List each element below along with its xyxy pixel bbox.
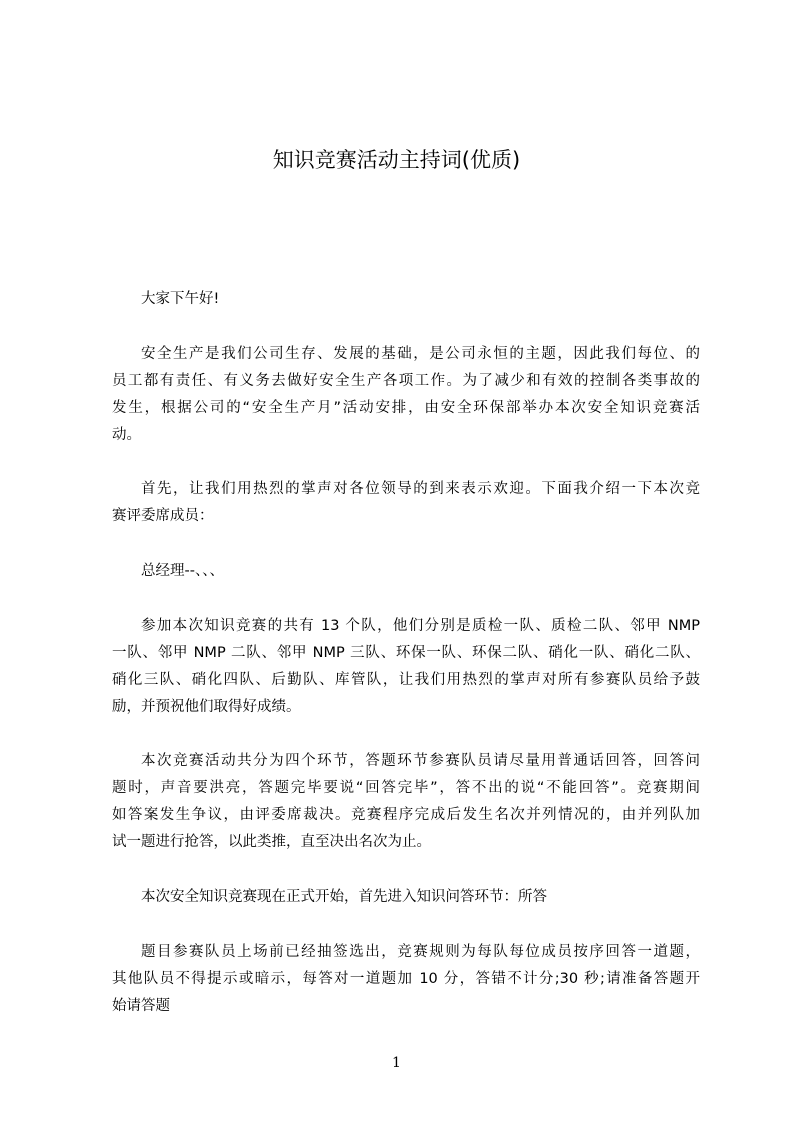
text-line: 如答案发生争议，由评委席裁决。竞赛程序完成后发生名次并列情况的，由并列队加 (112, 807, 700, 823)
text-line: 试一题进行抢答，以此类推，直至决出名次为止。 (112, 834, 431, 850)
paragraph (112, 613, 700, 721)
text-line: 安全生产是我们公司生存、发展的基础，是公司永恒的主题，因此我们每位、的 (141, 346, 700, 362)
text-line: 赛评委席成员： (112, 508, 214, 524)
text-line: 始请答题 (112, 998, 170, 1014)
text-line: 发生，根据公司的“安全生产月”活动安排，由安全环保部举办本次安全知识竞赛活 (112, 400, 700, 416)
text-line: 大家下午好! (141, 291, 220, 307)
paragraph (112, 748, 700, 856)
text-line: 本次安全知识竞赛现在正式开始，首先进入知识问答环节：所答 (141, 889, 547, 905)
paragraph (112, 286, 700, 313)
text-line: 参加本次知识竞赛的共有 13 个队，他们分别是质检一队、质检二队、邻甲 NMP (141, 618, 700, 634)
text-line: 硝化三队、硝化四队、后勤队、库管队，让我们用热烈的掌声对所有参赛队员给予鼓 (112, 672, 700, 688)
document-title: 知识竞赛活动主持词(优质) (272, 148, 521, 172)
paragraph (112, 476, 700, 530)
text-line: 首先，让我们用热烈的掌声对各位领导的到来表示欢迎。下面我介绍一下本次竞 (141, 481, 700, 497)
text-line: 励，并预祝他们取得好成绩。 (112, 699, 301, 715)
paragraph (112, 341, 700, 449)
text-line: 动。 (112, 427, 141, 443)
text-line: 总经理--、、、 (141, 563, 224, 579)
text-line: 其他队员不得提示或暗示，每答对一道题加 10 分，答错不计分;30 秒;请准备答题开 (112, 971, 700, 987)
page-number: 1 (392, 1055, 401, 1071)
paragraph (112, 558, 700, 585)
paragraph (112, 884, 700, 911)
paragraph (112, 939, 700, 1020)
text-line: 题时，声音要洪亮，答题完毕要说“回答完毕”，答不出的说“不能回答”。竞赛期间 (112, 780, 700, 796)
text-line: 一队、邻甲 NMP 二队、邻甲 NMP 三队、环保一队、环保二队、硝化一队、硝化二队、 (112, 645, 700, 661)
text-line: 本次竞赛活动共分为四个环节，答题环节参赛队员请尽量用普通话回答，回答问 (141, 753, 700, 769)
text-line: 员工都有责任、有义务去做好安全生产各项工作。为了减少和有效的控制各类事故的 (112, 373, 700, 389)
text-line: 题目参赛队员上场前已经抽签选出，竞赛规则为每队每位成员按序回答一道题， (141, 944, 700, 960)
